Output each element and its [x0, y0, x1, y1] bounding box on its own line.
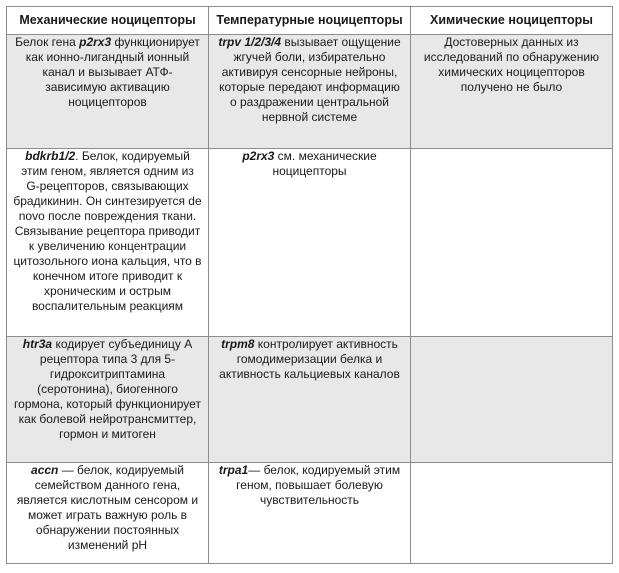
- cell-text: . Белок, кодируемый этим геном, является одним из G-рецепторов, связывающих брадикинин. Он синтезируется de novo после повреждения ткани. Связывание рецептора приводит к увеличению концентрации цитозольного иона кальция, что в конечном итоге приводит к хроническим и острым воспалительным реакциям: [13, 149, 202, 313]
- gene-name: htr3a: [22, 337, 53, 351]
- cell-chemical: [411, 463, 613, 564]
- gene-name: accn: [31, 463, 59, 477]
- cell-text: функционирует как ионно-лигандный ионный канал и вызывает АТФ-зависимую активацию ноцицепторов: [25, 35, 200, 109]
- cell-chemical: [411, 35, 613, 149]
- cell-thermal: [209, 337, 411, 463]
- header-row: [7, 7, 613, 35]
- gene-name: trpv 1/2/3/4: [218, 35, 282, 49]
- header-mechanical: Механические ноцицепторы: [7, 7, 209, 35]
- cell-text: — белок, кодируемый этим геном, повышает болевую чувствительность: [236, 463, 401, 507]
- gene-name: trpm8: [221, 337, 255, 351]
- cell-mechanical: [7, 337, 209, 463]
- cell-text: см. механические ноцицепторы: [272, 149, 377, 178]
- table-row: [7, 337, 613, 463]
- cell-text: вызывает ощущение жгучей боли, избирательно активируя сенсорные нейроны, которые передают информацию о раздражении центральной нервной системе: [219, 35, 401, 124]
- gene-name: trpa1: [218, 463, 249, 477]
- gene-name: bdkrb1/2: [25, 149, 76, 163]
- cell-prefix: Белок гена: [15, 35, 80, 49]
- cell-text: контролирует активность гомодимеризации белка и активность кальциевых каналов: [219, 337, 400, 381]
- cell-text: Достоверных данных из исследований по обнаружению химических ноцицепторов получено не было: [423, 35, 600, 94]
- table-row: [7, 35, 613, 149]
- cell-mechanical: [7, 35, 209, 149]
- header-thermal: Температурные ноцицепторы: [209, 7, 411, 35]
- cell-mechanical: [7, 463, 209, 564]
- cell-text: кодирует субъединицу A рецептора типа 3 для 5-гидрокситриптамина (серотонина), биогенного гормона, который функционирует как болевой нейротрансмиттер, гормон и митоген: [14, 337, 201, 441]
- cell-thermal: [209, 463, 411, 564]
- nociceptor-table: [6, 6, 613, 564]
- table-row: [7, 463, 613, 564]
- cell-mechanical: [7, 149, 209, 337]
- gene-name: p2rx3: [79, 35, 112, 49]
- gene-name: p2rx3: [242, 149, 275, 163]
- cell-chemical: [411, 337, 613, 463]
- table-row: [7, 149, 613, 337]
- cell-thermal: [209, 149, 411, 337]
- header-chemical: Химические ноцицепторы: [411, 7, 613, 35]
- cell-chemical: [411, 149, 613, 337]
- cell-text: — белок, кодируемый семейством данного гена, является кислотным сенсором и может играть важную роль в обнаружении постоянных изменений pH: [16, 463, 199, 552]
- cell-thermal: [209, 35, 411, 149]
